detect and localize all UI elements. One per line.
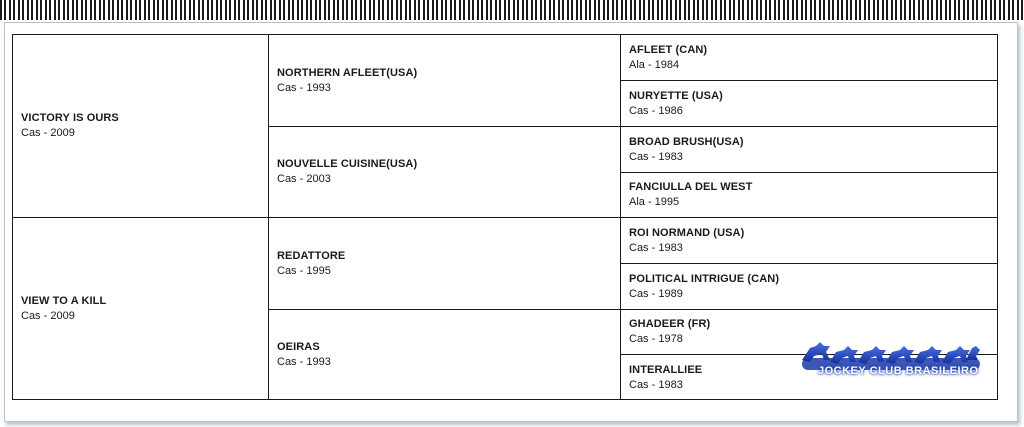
- gen2-cell: [269, 35, 621, 127]
- gen2-cell: [269, 218, 621, 310]
- horse-name: REDATTORE: [277, 249, 346, 262]
- horse-name: INTERALLIEE: [629, 363, 703, 376]
- horse-info: Cas - 1993: [277, 81, 331, 94]
- gen2-cell: [269, 127, 621, 218]
- horse-name: NORTHERN AFLEET(USA): [277, 66, 418, 79]
- horse-name: POLITICAL INTRIGUE (CAN): [629, 272, 780, 285]
- logo-text: JOCKEY CLUB BRASILEIRO: [818, 365, 979, 377]
- horse-info: Cas - 1986: [629, 104, 683, 117]
- horse-name: NOUVELLE CUISINE(USA): [277, 158, 418, 170]
- horse-name: GHADEER (FR): [629, 318, 711, 330]
- horse-info: Cas - 1993: [277, 356, 331, 368]
- gen1-cell-sire: [13, 35, 269, 218]
- horse-info: Cas - 2003: [277, 173, 331, 185]
- horse-info: Ala - 1995: [629, 196, 680, 208]
- horse-info: Cas - 1983: [629, 378, 683, 391]
- horse-info: Cas - 1983: [629, 150, 683, 163]
- horse-name: OEIRAS: [277, 341, 320, 353]
- horse-info: Cas - 2009: [21, 310, 75, 322]
- horse-info: Cas - 1983: [629, 241, 683, 254]
- gen1-cell-dam: [13, 218, 269, 400]
- spiral-binding: [0, 0, 1024, 20]
- horse-name: ROI NORMAND (USA): [629, 226, 745, 239]
- horse-name: FANCIULLA DEL WEST: [629, 181, 753, 193]
- horse-name: BROAD BRUSH(USA): [629, 135, 744, 148]
- gen3-cell: [621, 81, 997, 127]
- jockey-club-logo: [796, 338, 984, 380]
- gen2-cell: [269, 310, 621, 400]
- horse-info: Ala - 1984: [629, 58, 680, 71]
- horse-info: Cas - 1989: [629, 287, 683, 300]
- horse-name: AFLEET (CAN): [629, 43, 708, 56]
- horse-info: Cas - 1978: [629, 333, 683, 345]
- horse-name: VIEW TO A KILL: [21, 295, 107, 307]
- gen3-cell: [621, 173, 997, 218]
- horse-name: NURYETTE (USA): [629, 89, 723, 102]
- gen3-cell: [621, 218, 997, 264]
- gen3-cell: [621, 264, 997, 310]
- gen3-cell: [621, 127, 997, 173]
- horse-name: VICTORY IS OURS: [21, 112, 119, 124]
- gen3-cell: [621, 35, 997, 81]
- horse-info: Cas - 2009: [21, 127, 75, 139]
- horse-info: Cas - 1995: [277, 264, 331, 277]
